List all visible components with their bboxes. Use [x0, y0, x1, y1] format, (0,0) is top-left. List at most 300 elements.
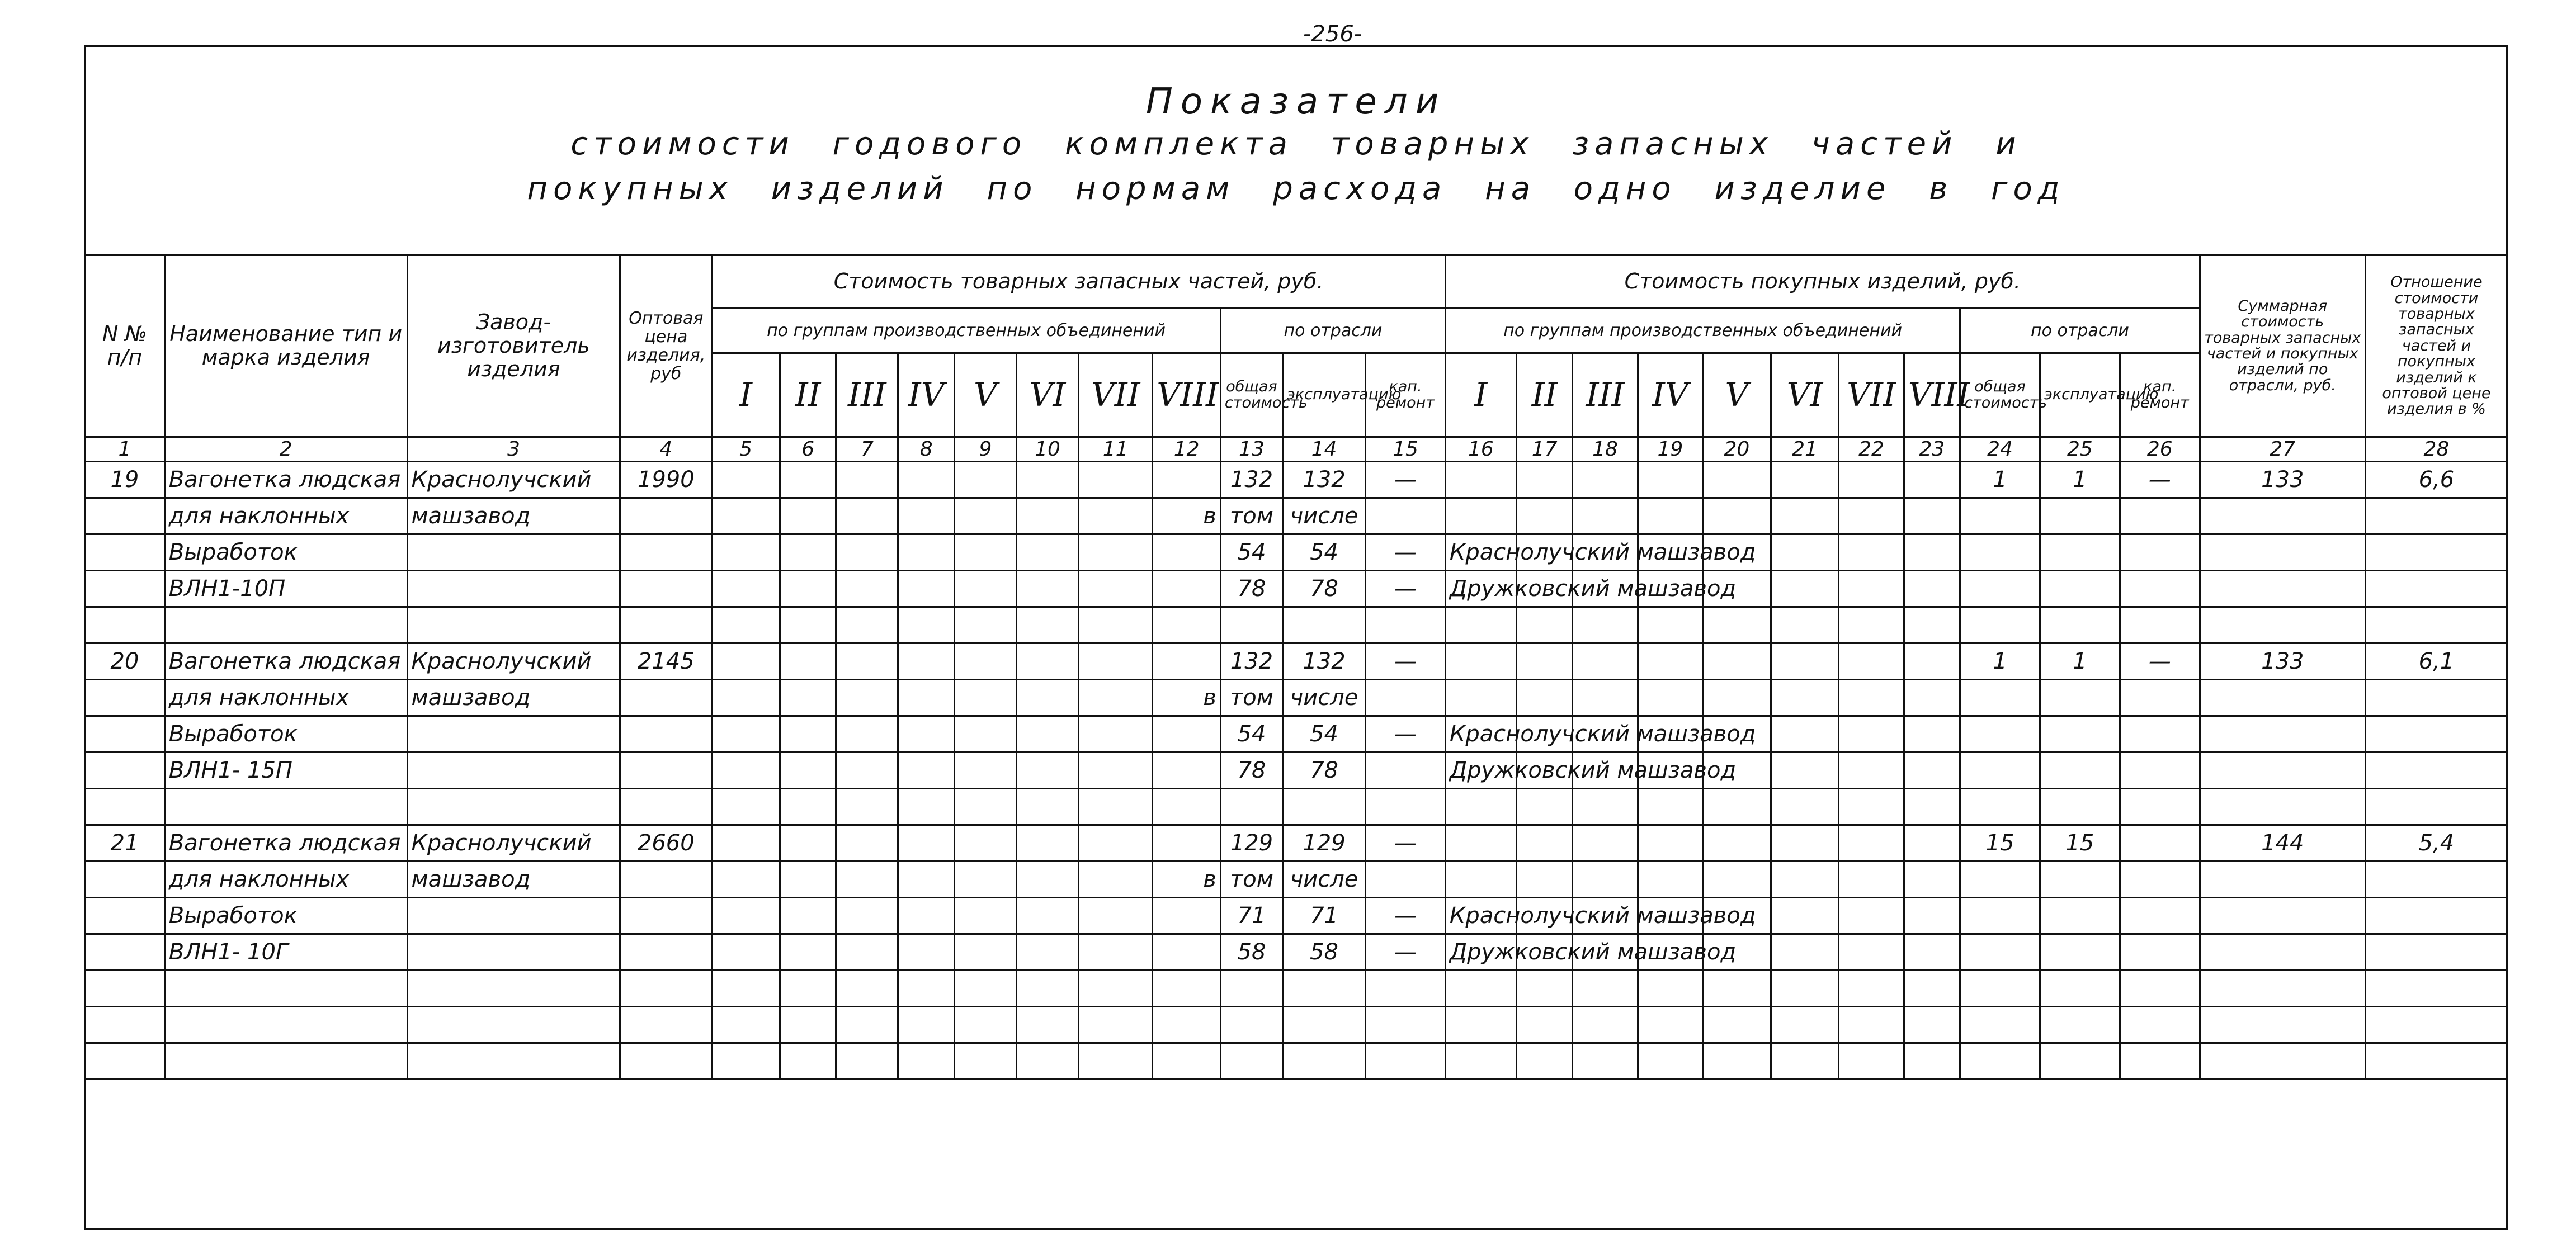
table-cell [898, 1007, 954, 1043]
column-number-cell: 1 [85, 437, 165, 462]
table-cell [407, 898, 620, 934]
table-cell [2365, 571, 2507, 607]
table-cell [407, 1043, 620, 1080]
table-cell [1771, 716, 1839, 753]
table-row [85, 934, 2508, 971]
table-cell: Дружковский машзавод [1445, 753, 1516, 789]
table-cell [1516, 498, 1572, 534]
table-cell [1366, 971, 1446, 1007]
table-cell [1220, 1043, 1282, 1080]
table-cell [1516, 825, 1572, 862]
table-cell [1638, 1007, 1702, 1043]
table-cell [836, 1007, 898, 1043]
table-cell [1771, 898, 1839, 934]
table-cell [2040, 789, 2120, 825]
table-cell [2365, 534, 2507, 571]
table-row [85, 534, 2508, 571]
table-cell [898, 571, 954, 607]
table-cell [1079, 971, 1153, 1007]
column-number-cell: 17 [1516, 437, 1572, 462]
table-cell [836, 534, 898, 571]
table-cell: Краснолучский машзавод [1445, 534, 1516, 571]
table-cell [1017, 607, 1079, 643]
table-cell [1771, 825, 1839, 862]
column-number-cell: 28 [2365, 437, 2507, 462]
table-cell [2120, 498, 2200, 534]
table-cell: Вагонетка людская [164, 643, 407, 680]
header-ratio: Отношение стоимости товарных запасных частей и покупных изделий к оптовой цене изделия в % [2365, 255, 2507, 437]
table-cell [1839, 462, 1904, 498]
table-cell: Краснолучский [407, 825, 620, 862]
table-cell [164, 1043, 407, 1080]
table-cell [1904, 1007, 1960, 1043]
table-cell [712, 716, 780, 753]
table-cell: — [1366, 462, 1446, 498]
table-cell [836, 498, 898, 534]
table-cell [2365, 862, 2507, 898]
table-cell [2120, 934, 2200, 971]
table-cell [1079, 680, 1153, 716]
table-cell [1839, 498, 1904, 534]
table-cell [780, 498, 836, 534]
table-cell [1904, 825, 1960, 862]
table-cell [1366, 789, 1446, 825]
table-cell [1904, 1043, 1960, 1080]
table-cell [780, 898, 836, 934]
header-group-8: VIII [1153, 353, 1221, 437]
table-cell [1516, 607, 1572, 643]
table-cell: 71 [1220, 898, 1282, 934]
table-cell: машзавод [407, 498, 620, 534]
table-cell [1282, 607, 1365, 643]
table-cell [1904, 607, 1960, 643]
table-cell [620, 1007, 712, 1043]
header-purchased-group-4: IV [1638, 353, 1702, 437]
table-cell [1220, 789, 1282, 825]
table-cell [2040, 607, 2120, 643]
header-purchased-group-8: VIII [1904, 353, 1960, 437]
header-name: Наименование тип и марка изделия [164, 255, 407, 437]
table-cell [1445, 825, 1516, 862]
table-cell [2120, 680, 2200, 716]
table-cell [1079, 753, 1153, 789]
table-cell [2365, 498, 2507, 534]
table-cell [780, 753, 836, 789]
table-cell: — [2120, 643, 2200, 680]
column-number-cell: 7 [836, 437, 898, 462]
table-cell [898, 462, 954, 498]
table-cell [1960, 1043, 2040, 1080]
table-cell [1017, 934, 1079, 971]
table-cell [836, 462, 898, 498]
table-cell [407, 789, 620, 825]
table-cell: — [1366, 716, 1446, 753]
table-cell: Краснолучский машзавод [1445, 898, 1516, 934]
table-cell [836, 643, 898, 680]
header-purchased-group-7: VII [1839, 353, 1904, 437]
table-cell [1153, 1007, 1221, 1043]
table-cell: том [1220, 680, 1282, 716]
table-cell [1282, 971, 1365, 1007]
table-cell [1017, 862, 1079, 898]
table-cell [1573, 789, 1638, 825]
table-cell [712, 534, 780, 571]
table-cell [1445, 607, 1516, 643]
table-cell [836, 898, 898, 934]
table-cell [1904, 643, 1960, 680]
table-cell [1771, 498, 1839, 534]
table-cell [620, 898, 712, 934]
column-number-cell: 16 [1445, 437, 1516, 462]
column-number-cell: 10 [1017, 437, 1079, 462]
table-cell [954, 971, 1016, 1007]
table-cell [712, 462, 780, 498]
table-cell [898, 607, 954, 643]
table-cell [1904, 971, 1960, 1007]
table-cell [712, 680, 780, 716]
column-number-cell: 23 [1904, 437, 1960, 462]
table-cell [954, 680, 1016, 716]
table-cell [85, 971, 165, 1007]
table-cell [1839, 607, 1904, 643]
table-cell [2040, 862, 2120, 898]
table-cell [1282, 1043, 1365, 1080]
table-cell: 6,1 [2365, 643, 2507, 680]
column-number-cell: 25 [2040, 437, 2120, 462]
header-purchased-capital-repair: кап. ремонт [2120, 353, 2200, 437]
table-cell [898, 534, 954, 571]
table-row [85, 643, 2508, 680]
table-cell [1017, 643, 1079, 680]
table-cell [2365, 753, 2507, 789]
table-cell [712, 643, 780, 680]
table-cell [1839, 753, 1904, 789]
table-cell [1839, 716, 1904, 753]
table-cell [2200, 534, 2365, 571]
table-cell [954, 498, 1016, 534]
table-cell [85, 934, 165, 971]
table-row [85, 1043, 2508, 1080]
table-cell [712, 789, 780, 825]
table-cell [2040, 934, 2120, 971]
table-cell [164, 607, 407, 643]
table-cell: 71 [1282, 898, 1365, 934]
document-subtitle-line1: стоимости годового комплекта товарных запасных частей и [570, 126, 2022, 162]
table-cell [780, 934, 836, 971]
header-number: N № п/п [85, 255, 165, 437]
table-cell [1017, 825, 1079, 862]
table-cell [2200, 898, 2365, 934]
table-cell [1220, 607, 1282, 643]
table-row [85, 680, 2508, 716]
table-cell [1839, 643, 1904, 680]
table-cell [1703, 971, 1771, 1007]
table-cell [1703, 825, 1771, 862]
table-cell [1960, 898, 2040, 934]
table-cell [954, 898, 1016, 934]
table-cell: 1 [2040, 462, 2120, 498]
table-cell [164, 971, 407, 1007]
table-cell [1904, 753, 1960, 789]
table-cell [1771, 643, 1839, 680]
table-cell [2365, 1007, 2507, 1043]
table-cell [1017, 534, 1079, 571]
table-cell [1573, 607, 1638, 643]
table-cell [1703, 1007, 1771, 1043]
table-cell [1771, 607, 1839, 643]
table-cell: Выработок [164, 898, 407, 934]
table-cell: Краснолучский [407, 643, 620, 680]
table-cell [2120, 571, 2200, 607]
table-cell: — [1366, 534, 1446, 571]
table-cell [836, 680, 898, 716]
table-cell [85, 571, 165, 607]
table-cell [780, 716, 836, 753]
table-cell [2040, 898, 2120, 934]
table-cell [954, 607, 1016, 643]
table-cell [954, 716, 1016, 753]
table-cell: 5,4 [2365, 825, 2507, 862]
column-number-cell: 12 [1153, 437, 1221, 462]
table-cell [954, 1043, 1016, 1080]
table-cell [2040, 1043, 2120, 1080]
table-cell: 19 [85, 462, 165, 498]
table-cell [2200, 607, 2365, 643]
table-cell [620, 862, 712, 898]
table-cell [1960, 753, 2040, 789]
table-cell [1771, 753, 1839, 789]
table-cell [1079, 607, 1153, 643]
table-cell [1703, 498, 1771, 534]
table-cell [1445, 680, 1516, 716]
table-cell: 58 [1282, 934, 1365, 971]
table-cell [1153, 934, 1221, 971]
table-cell [620, 607, 712, 643]
table-row [85, 571, 2508, 607]
table-cell [898, 971, 954, 1007]
table-cell [898, 753, 954, 789]
table-cell [1220, 971, 1282, 1007]
table-cell [954, 462, 1016, 498]
table-cell: — [1366, 643, 1446, 680]
table-cell: 1 [1960, 462, 2040, 498]
table-cell [1960, 1007, 2040, 1043]
table-cell [712, 862, 780, 898]
table-cell [407, 534, 620, 571]
table-cell [1017, 462, 1079, 498]
table-cell [407, 753, 620, 789]
table-row [85, 862, 2508, 898]
table-cell [1017, 498, 1079, 534]
table-cell [1079, 498, 1153, 534]
column-number-cell: 27 [2200, 437, 2365, 462]
table-cell [1839, 789, 1904, 825]
table-cell [836, 789, 898, 825]
table-cell [2200, 862, 2365, 898]
table-cell [1638, 862, 1702, 898]
table-cell [1079, 1007, 1153, 1043]
table-cell: Дружковский машзавод [1445, 934, 1516, 971]
table-cell: 54 [1220, 534, 1282, 571]
table-cell [1904, 898, 1960, 934]
table-cell [1079, 716, 1153, 753]
table-cell [1960, 789, 2040, 825]
column-number-cell: 8 [898, 437, 954, 462]
table-row [85, 971, 2508, 1007]
table-cell [1573, 825, 1638, 862]
table-cell [1839, 680, 1904, 716]
header-purchased-group-3: III [1573, 353, 1638, 437]
table-cell [1960, 934, 2040, 971]
table-cell [954, 934, 1016, 971]
table-cell [1638, 643, 1702, 680]
table-cell [2120, 753, 2200, 789]
table-cell: — [1366, 825, 1446, 862]
table-cell: числе [1282, 498, 1365, 534]
table-row [85, 716, 2508, 753]
table-cell [1638, 1043, 1702, 1080]
table-cell [1445, 1007, 1516, 1043]
table-cell [712, 1043, 780, 1080]
table-row [85, 825, 2508, 862]
table-cell [85, 753, 165, 789]
table-cell [2040, 753, 2120, 789]
table-cell: ВЛН1-10П [164, 571, 407, 607]
table-cell [1366, 862, 1446, 898]
table-cell [712, 1007, 780, 1043]
table-cell [712, 607, 780, 643]
table-cell [1516, 789, 1572, 825]
table-cell [1960, 680, 2040, 716]
table-cell [1079, 825, 1153, 862]
table-cell [1282, 1007, 1365, 1043]
column-number-cell: 24 [1960, 437, 2040, 462]
table-cell [2200, 789, 2365, 825]
table-cell [1839, 1043, 1904, 1080]
header-group-7: VII [1079, 353, 1153, 437]
table-cell [2365, 971, 2507, 1007]
table-cell [954, 571, 1016, 607]
table-cell [1153, 825, 1221, 862]
table-row [85, 789, 2508, 825]
table-cell [2200, 971, 2365, 1007]
table-cell [780, 862, 836, 898]
document-subtitle-line2: покупных изделий по нормам расхода на одно изделие в год [527, 171, 2065, 207]
table-cell [898, 789, 954, 825]
table-cell: — [1366, 934, 1446, 971]
table-cell: 54 [1220, 716, 1282, 753]
table-cell [1079, 789, 1153, 825]
table-cell: в [1153, 862, 1221, 898]
table-cell [620, 934, 712, 971]
column-number-row [85, 437, 2508, 462]
table-cell [1573, 462, 1638, 498]
table-cell [1079, 643, 1153, 680]
table-cell: Вагонетка людская [164, 825, 407, 862]
table-cell [1573, 862, 1638, 898]
column-number-cell: 19 [1638, 437, 1702, 462]
table-cell [898, 716, 954, 753]
table-cell [1960, 571, 2040, 607]
header-purchased-group-6: VI [1771, 353, 1839, 437]
table-cell [1079, 898, 1153, 934]
table-cell [1960, 971, 2040, 1007]
table-cell [407, 571, 620, 607]
header-group-2: II [780, 353, 836, 437]
table-cell [1366, 1007, 1446, 1043]
table-cell [1282, 789, 1365, 825]
table-row [85, 607, 2508, 643]
table-cell [1771, 1007, 1839, 1043]
table-row [85, 1007, 2508, 1043]
table-cell [1839, 534, 1904, 571]
table-cell [898, 680, 954, 716]
table-cell [2200, 753, 2365, 789]
table-cell [407, 716, 620, 753]
header-spare-by-industry: по отрасли [1220, 309, 1445, 353]
column-number-cell: 26 [2120, 437, 2200, 462]
table-cell [1573, 1007, 1638, 1043]
table-cell: Выработок [164, 716, 407, 753]
column-number-cell: 11 [1079, 437, 1153, 462]
table-cell [1153, 898, 1221, 934]
table-cell: в [1153, 498, 1221, 534]
column-number-cell: 15 [1366, 437, 1446, 462]
table-row [85, 462, 2508, 498]
table-cell [836, 753, 898, 789]
header-purchased-total-cost: общая стоимость [1960, 353, 2040, 437]
table-cell [2040, 571, 2120, 607]
table-cell [1703, 789, 1771, 825]
table-cell [1904, 571, 1960, 607]
table-cell [780, 1043, 836, 1080]
table-cell [954, 1007, 1016, 1043]
table-cell [1771, 862, 1839, 898]
table-row [85, 498, 2508, 534]
table-cell [1771, 934, 1839, 971]
table-cell [780, 680, 836, 716]
table-cell [85, 862, 165, 898]
table-cell [2120, 1043, 2200, 1080]
table-cell: ВЛН1- 15П [164, 753, 407, 789]
table-cell [1153, 753, 1221, 789]
table-cell [1516, 680, 1572, 716]
table-cell [1904, 789, 1960, 825]
table-cell [1771, 571, 1839, 607]
table-cell [1839, 571, 1904, 607]
table-cell [2120, 1007, 2200, 1043]
table-cell [780, 534, 836, 571]
column-number-cell: 4 [620, 437, 712, 462]
table-cell [2040, 498, 2120, 534]
table-cell [2200, 1043, 2365, 1080]
table-cell [164, 1007, 407, 1043]
table-cell [1771, 462, 1839, 498]
header-group-6: VI [1017, 353, 1079, 437]
table-cell [2120, 607, 2200, 643]
table-cell [1017, 971, 1079, 1007]
table-cell [2200, 680, 2365, 716]
header-purchased: Стоимость покупных изделий, руб. [1445, 255, 2200, 309]
table-cell [620, 716, 712, 753]
header-spare-parts: Стоимость товарных запасных частей, руб. [712, 255, 1446, 309]
table-cell: Дружковский машзавод [1445, 571, 1516, 607]
table-cell [712, 971, 780, 1007]
table-cell: 133 [2200, 462, 2365, 498]
table-cell [1960, 534, 2040, 571]
table-cell: — [1366, 898, 1446, 934]
document-title: Показатели [1145, 81, 1447, 122]
